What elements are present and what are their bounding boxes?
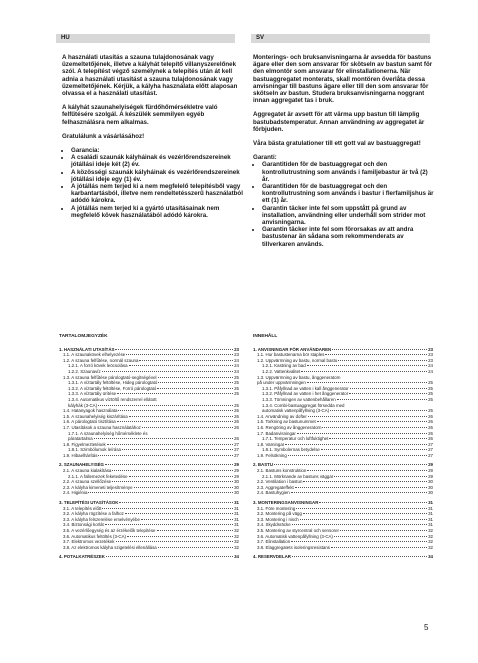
toc-dot-leader (142, 427, 233, 428)
toc-entry-title: 3.5. Montering av styrcentral och sensorer (257, 528, 339, 533)
toc-entry-title: 2.4. Bastuhygien (257, 490, 290, 496)
toc-entry-title: 1.3.3. A víztartály ürítése (68, 391, 117, 397)
toc-entry-title: 3.3. Montering i nisch (257, 516, 299, 522)
toc-dot-leader (350, 388, 427, 389)
toc-entry (253, 545, 433, 551)
toc-entry-page: 27 (428, 447, 433, 453)
toc-dot-leader (119, 502, 233, 503)
toc-entry-page: 25 (428, 396, 433, 402)
toc-dot-leader (332, 349, 427, 350)
toc-section (253, 500, 433, 550)
toc-entry-page: 25 (428, 380, 433, 386)
toc-entry-title: 1.2.1. Kastning av bad (262, 363, 306, 369)
toc-entry (59, 453, 239, 459)
toc-entry-title: 3.2. Montering på vägg (257, 511, 302, 517)
toc-entry-title: 1.2.2. Vattenkvalitet (262, 368, 301, 374)
toc-entry-title: 2.3. Aggregateffekt (257, 484, 294, 490)
toc-dot-leader (292, 556, 427, 557)
toc-dot-leader (158, 547, 233, 548)
toc-entry-title: 1.2. A szauna felfűtése, normál szauna (63, 357, 139, 363)
toc-dot-leader (303, 513, 427, 514)
list-item: • A közösségi szaunák kályháinak és vezérlőrendszereinek jótállási ideje egy (1) év. (71, 169, 245, 183)
toc-dot-leader (329, 438, 427, 439)
toc-entry-page: 27 (428, 452, 433, 458)
toc-dot-leader (274, 464, 427, 465)
toc-entry-page: 31 (234, 522, 239, 528)
toc-entry-page: 25 (234, 374, 239, 380)
toc-section (59, 462, 239, 496)
toc-entry-page: 30 (234, 490, 239, 496)
toc-entry-title: 1.1. Hur bastustenarna bör staples (257, 352, 325, 358)
toc-entry-title: 2.2. Ventilation i bastun (257, 479, 303, 485)
toc-entry-page: 26 (234, 419, 239, 425)
toc-entry-page: 26 (428, 430, 433, 436)
toc-entry-page: 27 (234, 441, 239, 447)
toc-entry-page: 25 (428, 391, 433, 397)
toc-entry-page: 23 (234, 346, 239, 352)
guarantee-title: Garanti: (253, 154, 277, 162)
toc-entry-title: 1.8.1. Symbolernas betydelse (262, 447, 320, 453)
toc-entry-title: 1.3.3. Tömningen av vattenbehållaren (262, 396, 336, 402)
toc-entry-page: 32 (234, 544, 239, 550)
toc-entry-page: 32 (428, 533, 433, 539)
toc-entry (253, 453, 433, 459)
toc-dot-leader (116, 541, 234, 542)
toc-dot-leader (157, 388, 233, 389)
toc-heading: TARTALOMJEGYZÉK (59, 334, 108, 339)
toc-dot-leader (300, 519, 427, 520)
toc-entry-title: 3.1. A telepítés előtt (63, 505, 102, 511)
toc-entry-title: 1.2.2. Szaunavíz (68, 368, 101, 374)
list-item: • Garantin täcker inte fel som uppstått på grund av installation, användning eller underhåll som strider mot anvisningarna. (262, 205, 436, 227)
toc-entry-title: 3.4. Skyddsräcke (257, 522, 291, 528)
toc-entry-title: 1.4. Användning av dofter (257, 413, 307, 419)
toc-entry-page: 32 (428, 539, 433, 545)
toc-entry-page: 30 (428, 484, 433, 490)
toc-dot-leader (330, 410, 427, 411)
toc-entry-title: páratartalma (68, 436, 93, 442)
hungarian-intro (62, 54, 245, 219)
toc-dot-leader (158, 382, 233, 383)
toc-entry-page: 25 (234, 391, 239, 397)
toc-entry-title: 1.3. A szauna felfűtése párologtató-segítségével (63, 374, 157, 380)
toc-entry-title: 3. MONTERINGSANVISNINGAR (253, 500, 319, 506)
toc-entry-page: 26 (428, 424, 433, 430)
toc-dot-leader (98, 405, 233, 406)
toc-entry-title: på under uppvärmningen (257, 380, 306, 386)
toc-entry-title: 1.3.4. Combi-bastuaggregat försedda med (262, 402, 345, 408)
toc-section (253, 554, 433, 560)
toc-entry-page: 29 (234, 462, 239, 468)
toc-entry-title: 3.7. Elektromos vezetékek (63, 539, 115, 545)
toc-entry-title: 1.3.2. Påfyllnad av vatten i het ånggenerator (262, 391, 349, 397)
toc-entry-title: 1.2. Uppvärmning av bastu, normal bastu (257, 357, 338, 363)
toc-entry-title: 3. TELEPÍTÉSI UTASÍTÁSOK (59, 500, 119, 506)
intro-paragraph: Monterings- och bruksanvisningarna är avsedda för bastuns ägare eller den som ansvarar för skötseln av bastun samt för den elmontör som ansvarar för elinstallationerna. När bastuaggregatet monterats, skall montören överlåta dessa anvisningar till bastuns ägare eller till den som ansvarar för skötseln av bastun. Studera bruksanvisningarna noggrant innan aggregatet tas i bruk. (253, 54, 433, 105)
toc-dot-leader (125, 513, 233, 514)
toc-entry-page: 31 (428, 505, 433, 511)
toc-entry-page: 26 (234, 408, 239, 414)
toc-entry-title: 2.1.1. A fallemezek feketedése (68, 473, 128, 479)
toc-dot-leader (129, 476, 234, 477)
toc-dot-leader (340, 530, 427, 531)
toc-entry-page: 23 (428, 352, 433, 358)
toc-entry (59, 545, 239, 551)
intro-paragraph: A használati utasítás a szauna tulajdonosának vagy üzemeltetőjének, illetve a kályhát telepítő villanyszerelőnek szól. A telepítést végző személynek a telepítés után át kell adnia a használati utasítást a szauna tulajdonosának vagy üzemeltetőjének. Kérjük, a kályha használata előtt alaposan olvassa el a használati utasítást. (62, 54, 238, 98)
toc-entry-page: 32 (234, 528, 239, 533)
toc-dot-leader (122, 449, 233, 450)
toc-entry-title: 3.8. Elaggregatets isoleringsresistans (257, 544, 330, 550)
toc-entry-page: 26 (428, 419, 433, 425)
toc-dot-leader (134, 487, 234, 488)
toc-entry (253, 490, 433, 496)
toc-entry-title: 1.3.4. Automatikus víztöltő rendszerrel ellátott (68, 396, 157, 402)
toc-entry-title: 1.5. A szaunahelyiség kiszárítása (63, 413, 128, 419)
toc-entry-page: 26 (234, 424, 239, 430)
toc-section (253, 347, 433, 459)
toc-entry-page: 29 (428, 473, 433, 479)
toc-dot-leader (106, 556, 233, 557)
toc-dot-leader (325, 354, 427, 355)
toc-entry-page: 29 (428, 468, 433, 474)
list-item: • A családi szaunák kályháinak és vezérlőrendszereinek jótállási ideje két (2) év. (71, 154, 245, 168)
toc-entry-page: 24 (428, 363, 433, 369)
toc-entry (59, 490, 239, 496)
toc-entry-page: 29 (234, 473, 239, 479)
toc-dot-leader (334, 476, 427, 477)
toc-entry-page: 32 (234, 539, 239, 545)
guarantee-list (253, 161, 436, 247)
toc-entry-title: 1.6. Rengöring av ånggeneratorn (257, 424, 322, 430)
toc-dot-leader (319, 502, 427, 503)
toc-dot-leader (338, 360, 427, 361)
toc-entry-title: kályhák (3-CA) (68, 402, 98, 408)
toc-entry-page: 32 (428, 528, 433, 533)
toc-entry-page: 24 (428, 368, 433, 374)
toc-entry-title: 1.6. A párologtató tisztítása (63, 419, 116, 425)
toc-dot-leader (129, 365, 234, 366)
toc-dot-leader (321, 449, 427, 450)
toc-dot-leader (297, 433, 427, 434)
toc-entry-title: 3.6. Automatikus feltöltés (3-CA) (63, 533, 126, 539)
toc-section (253, 462, 433, 496)
toc-dot-leader (296, 508, 427, 509)
toc-entry-title: 1.7. Utasítások a szauna használatához (63, 424, 141, 430)
toc-dot-leader (139, 360, 233, 361)
toc-entry-title: 1.7.1. A szaunahelyiség hőmérséklete és (68, 430, 148, 436)
toc-entry-page: 31 (428, 511, 433, 517)
toc-entry-page: 26 (428, 413, 433, 419)
toc-entry-page: 26 (234, 413, 239, 419)
toc-entry-title: 2.1. Bastuns konstruktion (257, 468, 307, 474)
greeting: Gratulálunk a vásárlásához! (62, 132, 145, 140)
toc-entry-page: 27 (234, 452, 239, 458)
page-number: 5 (424, 623, 429, 632)
toc-entry-title: 1.3. Uppvärmning av bastu, ånggeneratorn (257, 374, 341, 380)
toc-dot-leader (307, 470, 427, 471)
toc-entry-page: 24 (234, 357, 239, 363)
toc-entry-title: 3.1. Före montering (257, 505, 296, 511)
toc-dot-leader (115, 349, 233, 350)
toc-entry-page: 25 (234, 402, 239, 408)
toc-entry-page: 31 (428, 522, 433, 528)
toc-entry-title: 1.3.1. Påfyllnad av vatten i kall ånggenerator (262, 385, 349, 391)
toc-entry-page: 27 (234, 447, 239, 453)
toc-entry-page: 30 (234, 484, 239, 490)
toc-entry-title: 2. BASTU (253, 462, 274, 468)
toc-entry-page: 31 (234, 500, 239, 506)
toc-dot-leader (292, 524, 427, 525)
toc-entry-title: 3.5. A vezérlőegység és az érzékelők telepítése (63, 528, 156, 533)
toc-entry-title: 2. SZAUNAHELYISÉG (59, 462, 104, 468)
toc-dot-leader (105, 464, 233, 465)
toc-entry-page: 32 (428, 544, 433, 550)
toc-entry-page: 23 (428, 346, 433, 352)
toc-dot-leader (317, 421, 427, 422)
list-item: • A jótállás nem terjed ki a gyártó utasításainak nem megfelelő kövek használatából adódó károkra. (71, 205, 245, 219)
toc-entry-title: 2.4. Higiénia (63, 490, 88, 496)
toc-entry-title: 1.7. Badanvisningar (257, 430, 296, 436)
toc-entry-title: 1. ANVISNINGAR FÖR ANVÄNDAREN (253, 346, 332, 352)
toc-entry-page: 29 (234, 468, 239, 474)
toc-entry-page: 31 (428, 516, 433, 522)
toc-dot-leader (102, 508, 233, 509)
toc-dot-leader (303, 481, 427, 482)
toc-entry-title: 1.8.1. Szimbólumok leírása (68, 447, 121, 453)
toc-entry-title: 4. RESERVDELAR (253, 554, 291, 560)
toc-dot-leader (288, 455, 427, 456)
intro-paragraph: A kályhát szaunahelyiségek fürdőhőmérsékletre való felfűtésére szolgál. A készülék semmilyen egyéb felhasználásra nem alkalmas. (62, 104, 218, 126)
list-item: • Garantitiden för de bastuaggregat och den kontrollutrustning som används i familjebastur är två (2) år. (262, 161, 436, 183)
toc-entry-title: 3.6. Automatisk vattenpåfyllning (3-CA) (257, 533, 333, 539)
toc-entry-title: 3.3. A kályha felszerelése emelvényébe (63, 516, 140, 522)
toc-dot-leader (94, 438, 233, 439)
toc-entry-title: 4. POTALKATRÉSZEK (59, 554, 105, 560)
toc-entry-page: 31 (428, 500, 433, 506)
toc-entry-title: 3.8. Az elektromos kályha szigetelési ellenállása (63, 544, 157, 550)
toc-entry-page: 29 (428, 462, 433, 468)
toc-entry-title: 1.2.1. A forró kövek leöcsolása (68, 363, 128, 369)
toc-entry-page: 34 (428, 554, 433, 560)
toc-entry-page: 24 (234, 368, 239, 374)
toc-dot-leader (88, 492, 233, 493)
toc-entry-page: 26 (234, 436, 239, 442)
list-item: • Garancia: (71, 147, 245, 154)
toc-entry-page: 25 (234, 385, 239, 391)
toc-dot-leader (158, 377, 234, 378)
guarantee-list (62, 147, 245, 219)
toc-entry-page: 24 (234, 363, 239, 369)
toc-dot-leader (127, 536, 233, 537)
toc-dot-leader (107, 444, 233, 445)
toc-entry-page: 30 (234, 479, 239, 485)
toc-entry-title: 3.2. A kályha rögzítése a falhoz (63, 511, 124, 517)
toc-entry-page: 31 (234, 505, 239, 511)
toc-entry-page: 25 (428, 385, 433, 391)
greeting: Våra bästa gratulationer till ett gott val av bastuaggregat! (253, 140, 421, 148)
toc-entry-page: 30 (428, 479, 433, 485)
toc-entry-page: 27 (428, 441, 433, 447)
toc-entry-page: 31 (234, 511, 239, 517)
toc-entry-title: 3.4. Biztonsági korlát (63, 522, 104, 528)
toc-entry (59, 554, 239, 560)
toc-entry-title: 1.9. Hibaelhárítás (63, 452, 98, 458)
toc-entry-title: 2.1. A szauna kialakítása (63, 468, 112, 474)
table-of-contents-sv (253, 334, 433, 562)
list-item: • A jótállás nem terjed ki a nem megfelelő telepítésből vagy karbantartásból, illetve nem rendeltetésszerű használatból adódó károkra. (71, 183, 245, 205)
language-tab-hu: HU (56, 34, 235, 43)
toc-section (59, 554, 239, 560)
toc-dot-leader (117, 393, 233, 394)
toc-dot-leader (331, 547, 427, 548)
toc-dot-leader (322, 427, 427, 428)
toc-entry-title: 1.9. Felsökning (257, 452, 287, 458)
toc-dot-leader (285, 444, 427, 445)
toc-dot-leader (112, 481, 233, 482)
toc-dot-leader (129, 416, 233, 417)
toc-entry-title: 1. HASZNÁLATI UTASÍTÁS (59, 346, 115, 352)
toc-dot-leader (307, 382, 427, 383)
toc-dot-leader (118, 410, 233, 411)
toc-dot-leader (98, 455, 233, 456)
toc-dot-leader (126, 354, 233, 355)
toc-heading: INNEHÅLL (253, 334, 278, 339)
toc-dot-leader (349, 393, 427, 394)
toc-dot-leader (308, 416, 427, 417)
toc-entry-page: 23 (234, 352, 239, 358)
toc-dot-leader (301, 371, 427, 372)
toc-entry-title: automatisk vattenpåfyllning (3-CA) (262, 408, 330, 414)
toc-section (59, 500, 239, 550)
toc-dot-leader (334, 536, 427, 537)
toc-entry-title: 2.2. A szauna szellőzése (63, 479, 112, 485)
list-item: • Garantin täcker inte fel som förorsakas av att andra bastustenar än sådana som rekommenderats av tillverkaren används. (262, 226, 436, 248)
toc-entry-title: 1.1. A szaunakövek elhelyezése (63, 352, 126, 358)
toc-entry-page: 31 (234, 516, 239, 522)
toc-entry-page: 23 (428, 357, 433, 363)
toc-entry-title: 1.8. Varningar (257, 441, 285, 447)
toc-entry-title: 2.1.1. Mörknande av bastuns väggar (262, 473, 334, 479)
toc-section (59, 347, 239, 459)
toc-dot-leader (295, 487, 427, 488)
toc-dot-leader (112, 470, 233, 471)
language-tab-sv: SV (251, 34, 430, 43)
toc-entry-title: 3.7. Elinstallation (257, 539, 291, 545)
toc-dot-leader (337, 399, 427, 400)
toc-entry-title: 1.8. Figyelmeztetések (63, 441, 106, 447)
toc-entry-page: 25 (428, 408, 433, 414)
toc-dot-leader (307, 365, 427, 366)
table-of-contents-hu (59, 334, 239, 562)
toc-entry (253, 554, 433, 560)
toc-dot-leader (102, 371, 233, 372)
toc-entry-title: 2.3. A kályha kimeneti teljesítménye (63, 484, 133, 490)
toc-entry-page: 34 (234, 554, 239, 560)
toc-entry-title: 1.3.1. A víztartály feltöltése, Hideg párologtató (68, 380, 158, 386)
toc-entry-page: 26 (428, 436, 433, 442)
intro-paragraph: Aggregatet är avsett för att värma upp bastun till lämplig bastubadstemperatur. Annan användning av aggregatet är förbjuden. (253, 111, 425, 133)
toc-entry-page: 30 (428, 490, 433, 496)
toc-entry-title: 1.4. Hatanyagok használata (63, 408, 118, 414)
swedish-intro (253, 54, 436, 248)
toc-dot-leader (141, 519, 233, 520)
toc-entry-page: 32 (234, 533, 239, 539)
list-item: • Garantitiden för de bastuaggregat och den kontrollutrustning som används i bastur i flerfamiljshus är ett (1) år. (262, 183, 436, 205)
toc-dot-leader (291, 541, 427, 542)
toc-dot-leader (291, 492, 427, 493)
toc-entry-title: 1.5. Torkning av bastunummet (257, 419, 316, 425)
toc-entry-title: 1.7.1. Temperatur och luftfuktighet (262, 436, 329, 442)
toc-entry-page: 25 (234, 380, 239, 386)
toc-entry-title: 1.3.2. A víztartály feltöltése, Forró párologtató (68, 385, 157, 391)
toc-dot-leader (105, 524, 233, 525)
toc-dot-leader (157, 530, 234, 531)
toc-dot-leader (117, 421, 233, 422)
